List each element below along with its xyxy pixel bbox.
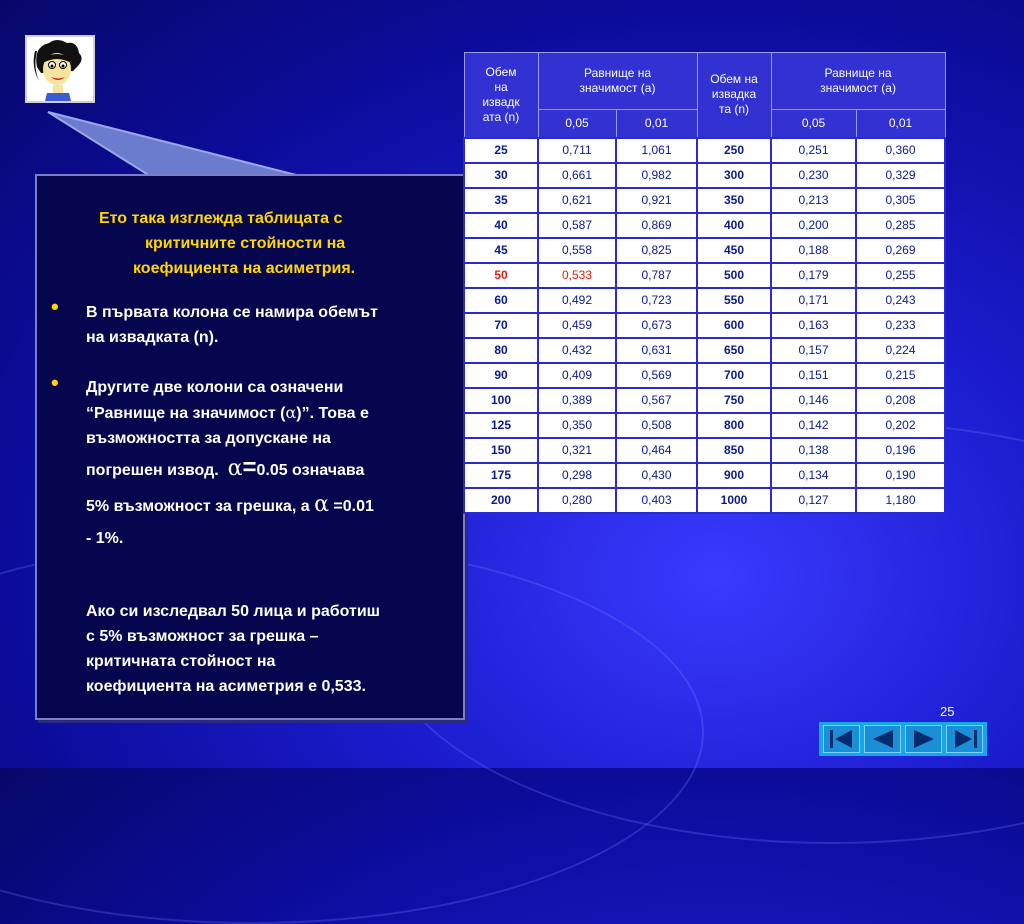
- next-slide-icon: [910, 728, 938, 750]
- critical-value-cell: 0,215: [856, 363, 945, 388]
- header-line: Равнище на: [583, 66, 652, 80]
- critical-value-cell: 0,661: [538, 163, 616, 188]
- header-line: Обем: [485, 64, 517, 79]
- text-line: В първата колона се намира обемът: [86, 304, 378, 321]
- critical-value-cell: 1,180: [856, 488, 945, 513]
- critical-value-cell: 1,061: [616, 138, 697, 163]
- sample-size-cell: 850: [697, 438, 771, 463]
- alpha-symbol: α: [285, 403, 297, 422]
- critical-value-cell: 0,224: [856, 338, 945, 363]
- critical-value-cell: 0,533: [538, 263, 616, 288]
- critical-value-cell: 0,269: [856, 238, 945, 263]
- header-line: та (n): [718, 102, 750, 117]
- last-slide-button[interactable]: [946, 725, 983, 753]
- header-p-001: 0,01: [616, 110, 697, 138]
- header-sample-size: [464, 53, 538, 138]
- critical-value-cell: 0,233: [856, 313, 945, 338]
- intro-line: коефициента на асиметрия.: [133, 260, 356, 277]
- text-line: Ако си изследвал 50 лица и работиш: [86, 603, 381, 620]
- critical-value-cell: 0,171: [771, 288, 856, 313]
- previous-slide-button[interactable]: [864, 725, 901, 753]
- text-line: с 5% възможност за грешка –: [86, 628, 319, 645]
- sample-size-cell: 70: [464, 313, 538, 338]
- next-slide-button[interactable]: [905, 725, 942, 753]
- table-row: [464, 338, 945, 363]
- critical-value-cell: 0,982: [616, 163, 697, 188]
- sample-size-cell: 750: [697, 388, 771, 413]
- critical-value-cell: 0,403: [616, 488, 697, 513]
- critical-value-cell: 0,163: [771, 313, 856, 338]
- sample-size-cell: 800: [697, 413, 771, 438]
- sample-size-cell: 80: [464, 338, 538, 363]
- header-line: значимост (a): [820, 81, 896, 95]
- critical-value-cell: 0,134: [771, 463, 856, 488]
- sample-size-cell: 650: [697, 338, 771, 363]
- critical-value-cell: 0,921: [616, 188, 697, 213]
- sample-size-cell: 400: [697, 213, 771, 238]
- critical-value-cell: 0,430: [616, 463, 697, 488]
- table-row: [464, 438, 945, 463]
- text-line: критичната стойност на: [86, 653, 276, 670]
- critical-value-cell: 0,202: [856, 413, 945, 438]
- critical-value-cell: 0,825: [616, 238, 697, 263]
- critical-value-cell: 0,251: [771, 138, 856, 163]
- critical-value-cell: 0,230: [771, 163, 856, 188]
- sample-size-cell: 30: [464, 163, 538, 188]
- critical-value-cell: 0,389: [538, 388, 616, 413]
- header-line: ата (n): [482, 109, 520, 124]
- critical-value-cell: 0,142: [771, 413, 856, 438]
- critical-value-cell: 0,360: [856, 138, 945, 163]
- bullet-text-sample-size: [86, 300, 456, 350]
- critical-value-cell: 0,723: [616, 288, 697, 313]
- text-line: [86, 451, 456, 488]
- sample-size-cell: 45: [464, 238, 538, 263]
- text-line: възможността за допускане на: [86, 430, 331, 447]
- table-row: [464, 238, 945, 263]
- slide-navigation: [819, 722, 987, 756]
- header-p-001: 0,01: [856, 110, 945, 138]
- critical-value-cell: 0,179: [771, 263, 856, 288]
- critical-value-cell: 0,305: [856, 188, 945, 213]
- header-significance-level: [538, 53, 697, 110]
- critical-value-cell: 0,711: [538, 138, 616, 163]
- critical-value-cell: 0,409: [538, 363, 616, 388]
- sample-size-cell: 60: [464, 288, 538, 313]
- critical-value-cell: 0,464: [616, 438, 697, 463]
- text-fragment: “Равнище на значимост (: [86, 405, 286, 422]
- text-fragment: погрешен извод.: [86, 462, 219, 479]
- header-p-005: 0,05: [538, 110, 616, 138]
- table: [463, 52, 946, 514]
- critical-value-cell: 0,673: [616, 313, 697, 338]
- table-body: [464, 138, 945, 513]
- critical-value-cell: 0,157: [771, 338, 856, 363]
- cartoon-face-icon: [27, 37, 93, 101]
- avatar: [25, 35, 95, 103]
- sample-size-cell: 700: [697, 363, 771, 388]
- sample-size-cell: 500: [697, 263, 771, 288]
- critical-value-cell: 0,196: [856, 438, 945, 463]
- critical-value-cell: 0,621: [538, 188, 616, 213]
- sample-size-cell: 50: [464, 263, 538, 288]
- table-row: [464, 288, 945, 313]
- header-line: извадка: [711, 87, 757, 102]
- header-line: значимост (a): [579, 81, 656, 95]
- text-line: [86, 488, 456, 524]
- table-row: [464, 313, 945, 338]
- sample-size-cell: 35: [464, 188, 538, 213]
- critical-value-cell: 0,787: [616, 263, 697, 288]
- text-fragment: 5% възможност за грешка, а: [86, 498, 310, 515]
- sample-size-cell: 150: [464, 438, 538, 463]
- critical-value-cell: 0,492: [538, 288, 616, 313]
- alpha-symbol: α: [314, 492, 329, 517]
- text-fragment: =0.01: [333, 498, 374, 515]
- sample-size-cell: 300: [697, 163, 771, 188]
- first-slide-button[interactable]: [823, 725, 860, 753]
- page-number: 25: [940, 704, 955, 719]
- table-row: [464, 388, 945, 413]
- critical-value-cell: 0,350: [538, 413, 616, 438]
- critical-value-cell: 0,587: [538, 213, 616, 238]
- critical-value-cell: 0,321: [538, 438, 616, 463]
- first-slide-icon: [828, 728, 856, 750]
- critical-value-cell: 0,285: [856, 213, 945, 238]
- critical-value-cell: 0,298: [538, 463, 616, 488]
- sample-size-cell: 600: [697, 313, 771, 338]
- header-sample-size: [697, 53, 771, 138]
- critical-value-cell: 0,138: [771, 438, 856, 463]
- table-row: [464, 488, 945, 513]
- sample-size-cell: 250: [697, 138, 771, 163]
- sample-size-cell: 100: [464, 388, 538, 413]
- bullet-dot: •: [51, 370, 59, 395]
- table-row: [464, 263, 945, 288]
- table-row: [464, 213, 945, 238]
- critical-value-cell: 0,558: [538, 238, 616, 263]
- last-slide-icon: [951, 728, 979, 750]
- critical-value-cell: 0,432: [538, 338, 616, 363]
- conclusion-text: [86, 599, 456, 699]
- sample-size-cell: 350: [697, 188, 771, 213]
- header-line: Обем на: [710, 72, 758, 87]
- critical-value-cell: 0,508: [616, 413, 697, 438]
- text-line: коефициента на асиметрия е 0,533.: [86, 678, 366, 695]
- equals-symbol: =: [242, 454, 257, 481]
- critical-value-cell: 0,329: [856, 163, 945, 188]
- critical-value-cell: 0,567: [616, 388, 697, 413]
- text-fragment: )”. Това е: [296, 405, 369, 422]
- header-line: на: [494, 79, 508, 94]
- header-line: извадк: [482, 94, 520, 109]
- critical-value-cell: 0,188: [771, 238, 856, 263]
- sample-size-cell: 900: [697, 463, 771, 488]
- table-row: [464, 363, 945, 388]
- critical-value-cell: 0,243: [856, 288, 945, 313]
- sample-size-cell: 200: [464, 488, 538, 513]
- table-row: [464, 463, 945, 488]
- sample-size-cell: 25: [464, 138, 538, 163]
- table-row: [464, 413, 945, 438]
- table-row: [464, 188, 945, 213]
- critical-value-cell: 0,190: [856, 463, 945, 488]
- sample-size-cell: 550: [697, 288, 771, 313]
- header-line: Равнище на: [824, 66, 892, 80]
- critical-value-cell: 0,146: [771, 388, 856, 413]
- sample-size-cell: 40: [464, 213, 538, 238]
- sample-size-cell: 450: [697, 238, 771, 263]
- alpha-symbol: α: [227, 456, 243, 481]
- critical-value-cell: 0,459: [538, 313, 616, 338]
- text-line: Другите две колони са означени: [86, 379, 344, 396]
- table-row: [464, 163, 945, 188]
- critical-value-cell: 0,569: [616, 363, 697, 388]
- intro-text: [99, 206, 429, 281]
- critical-value-cell: 0,200: [771, 213, 856, 238]
- text-line: на извадката (n).: [86, 329, 219, 346]
- text-line: [86, 400, 456, 426]
- previous-slide-icon: [869, 728, 897, 750]
- header-significance-level: [771, 53, 945, 110]
- text-line: - 1%.: [86, 530, 124, 547]
- critical-value-cell: 0,127: [771, 488, 856, 513]
- sample-size-cell: 125: [464, 413, 538, 438]
- critical-value-cell: 0,213: [771, 188, 856, 213]
- critical-value-cell: 0,208: [856, 388, 945, 413]
- critical-value-cell: 0,869: [616, 213, 697, 238]
- intro-line: Ето така изглежда таблицата с: [99, 210, 343, 227]
- sample-size-cell: 1000: [697, 488, 771, 513]
- header-p-005: 0,05: [771, 110, 856, 138]
- text-fragment: 0.05 означава: [256, 462, 365, 479]
- critical-values-table: [463, 52, 944, 514]
- explanation-callout: [35, 174, 465, 720]
- critical-value-cell: 0,255: [856, 263, 945, 288]
- critical-value-cell: 0,280: [538, 488, 616, 513]
- bullet-text-significance: [86, 375, 456, 554]
- bullet-dot: •: [51, 294, 59, 319]
- table-row: [464, 138, 945, 163]
- critical-value-cell: 0,631: [616, 338, 697, 363]
- intro-line: критичните стойности на: [145, 235, 346, 252]
- sample-size-cell: 90: [464, 363, 538, 388]
- sample-size-cell: 175: [464, 463, 538, 488]
- critical-value-cell: 0,151: [771, 363, 856, 388]
